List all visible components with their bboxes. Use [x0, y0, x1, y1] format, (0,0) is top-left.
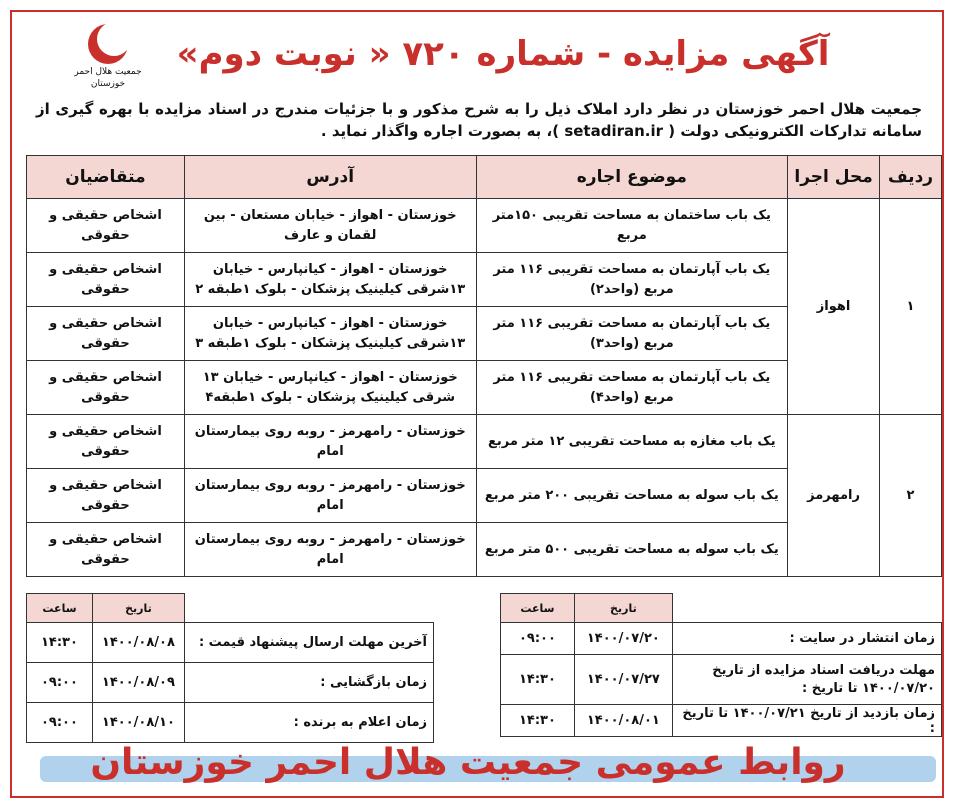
schedule-date: ۱۴۰۰/۰۸/۰۹: [92, 663, 184, 703]
schedule-row: [27, 703, 434, 743]
schedule-date: ۱۴۰۰/۰۸/۱۰: [92, 703, 184, 743]
schedule-label: زمان اعلام به برنده :: [184, 703, 433, 743]
time-header: ساعت: [27, 594, 93, 623]
header-location: محل اجرا: [788, 156, 880, 199]
applicants-cell: اشخاص حقیقی و حقوقی: [27, 199, 185, 253]
subject-cell: یک باب ساختمان به مساحت تقریبی ۱۵۰متر مربع: [476, 199, 788, 253]
auction-table: [26, 155, 942, 577]
row-number: ۲: [880, 415, 942, 577]
schedule-date: ۱۴۰۰/۰۸/۰۸: [92, 623, 184, 663]
schedule-time: ۰۹:۰۰: [27, 663, 93, 703]
schedule-row: [501, 623, 942, 655]
applicants-cell: اشخاص حقیقی و حقوقی: [27, 307, 185, 361]
logo-line-1: جمعیت هلال احمر: [74, 67, 142, 77]
footer-banner: [40, 742, 936, 790]
intro-text: جمعیت هلال احمر خوزستان در نظر دارد املاک ذیل را به شرح مذکور و با جزئیات مندرج در اسناد مزایده با بهره گیری از سامانه تدارکات الکترونیکی دولت ( setadiran.ir )، به بصورت اجاره واگذار نماید .: [36, 100, 922, 140]
schedule-time: ۱۴:۳۰: [501, 705, 575, 737]
header-row-number: ردیف: [880, 156, 942, 199]
schedule-time: ۱۴:۳۰: [501, 655, 575, 705]
footer-text: روابط عمومی جمعیت هلال احمر خوزستان: [90, 742, 846, 783]
subject-cell: یک باب سوله به مساحت تقریبی ۲۰۰ متر مربع: [476, 469, 788, 523]
header-applicants: متقاضیان: [27, 156, 185, 199]
table-header-row: [27, 156, 942, 199]
subject-cell: یک باب مغازه به مساحت تقریبی ۱۲ متر مربع: [476, 415, 788, 469]
schedule-table-right: [500, 593, 942, 737]
address-cell: خوزستان - رامهرمز - روبه روی بیمارستان امام: [184, 415, 476, 469]
schedule-date: ۱۴۰۰/۰۷/۲۰: [574, 623, 672, 655]
time-header: ساعت: [501, 594, 575, 623]
applicants-cell: اشخاص حقیقی و حقوقی: [27, 469, 185, 523]
schedule-label: زمان انتشار در سایت :: [672, 623, 941, 655]
applicants-cell: اشخاص حقیقی و حقوقی: [27, 253, 185, 307]
location-cell: اهواز: [788, 199, 880, 415]
schedule-row: [501, 655, 942, 705]
address-cell: خوزستان - رامهرمز - روبه روی بیمارستان امام: [184, 469, 476, 523]
header-subject: موضوع اجاره: [476, 156, 788, 199]
schedule-date: ۱۴۰۰/۰۷/۲۷: [574, 655, 672, 705]
header-address: آدرس: [184, 156, 476, 199]
table-row: [27, 415, 942, 469]
address-cell: خوزستان - رامهرمز - روبه روی بیمارستان امام: [184, 523, 476, 577]
logo: [72, 22, 144, 90]
schedule-time: ۰۹:۰۰: [501, 623, 575, 655]
subject-cell: یک باب آپارتمان به مساحت تقریبی ۱۱۶ متر مربع (واحد۴): [476, 361, 788, 415]
table-row: [27, 199, 942, 253]
address-cell: خوزستان - اهواز - کیانپارس - خیابان ۱۳شرقی کیلینیک پزشکان - بلوک ۱طبقه ۲: [184, 253, 476, 307]
schedule-label: زمان بازگشایی :: [184, 663, 433, 703]
schedule-label: مهلت دریافت اسناد مزایده از تاریخ ۱۴۰۰/۰۷/۲۰ تا تاریخ :: [672, 655, 941, 705]
applicants-cell: اشخاص حقیقی و حقوقی: [27, 415, 185, 469]
subject-cell: یک باب سوله به مساحت تقریبی ۵۰۰ متر مربع: [476, 523, 788, 577]
schedule-row: [27, 663, 434, 703]
schedule-label: زمان بازدید از تاریخ ۱۴۰۰/۰۷/۲۱ تا تاریخ :: [672, 705, 941, 737]
red-crescent-icon: [86, 22, 130, 66]
schedule-row: [501, 705, 942, 737]
schedule-time: ۰۹:۰۰: [27, 703, 93, 743]
schedule-table-left: [26, 593, 434, 743]
address-cell: خوزستان - اهواز - خیابان مستعان - بین لقمان و عارف: [184, 199, 476, 253]
address-cell: خوزستان - اهواز - کیانپارس - خیابان ۱۳ شرقی کیلینیک پزشکان - بلوک ۱طبقه۴: [184, 361, 476, 415]
schedule-row: [27, 623, 434, 663]
location-cell: رامهرمز: [788, 415, 880, 577]
subject-cell: یک باب آپارتمان به مساحت تقریبی ۱۱۶ متر مربع (واحد۳): [476, 307, 788, 361]
row-number: ۱: [880, 199, 942, 415]
schedule-time: ۱۴:۳۰: [27, 623, 93, 663]
page-title: آگهی مزایده - شماره ۷۲۰ « نوبت دوم»: [176, 34, 830, 74]
address-cell: خوزستان - اهواز - کیانپارس - خیابان ۱۳شرقی کیلینیک پزشکان - بلوک ۱طبقه ۳: [184, 307, 476, 361]
date-header: تاریخ: [92, 594, 184, 623]
applicants-cell: اشخاص حقیقی و حقوقی: [27, 361, 185, 415]
applicants-cell: اشخاص حقیقی و حقوقی: [27, 523, 185, 577]
logo-line-2: خوزستان: [90, 79, 126, 89]
date-header: تاریخ: [574, 594, 672, 623]
schedule-date: ۱۴۰۰/۰۸/۰۱: [574, 705, 672, 737]
schedule-label: آخرین مهلت ارسال پیشنهاد قیمت :: [184, 623, 433, 663]
subject-cell: یک باب آپارتمان به مساحت تقریبی ۱۱۶ متر مربع (واحد۲): [476, 253, 788, 307]
